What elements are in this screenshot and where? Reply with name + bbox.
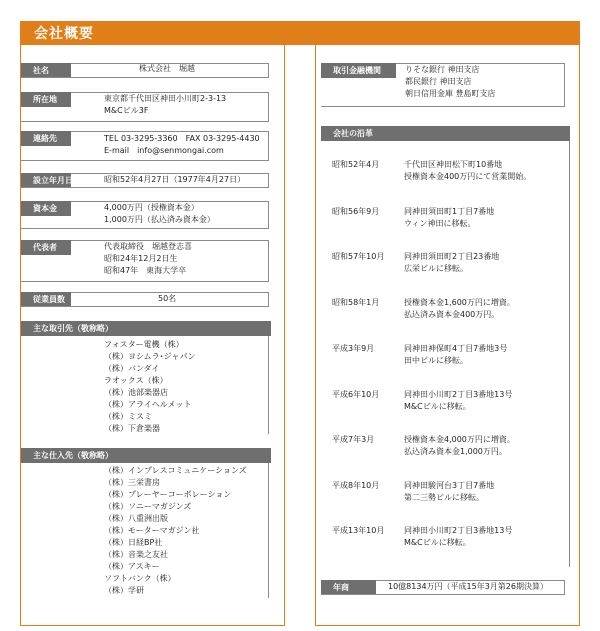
contact-email: E-mail info@senmongai.com bbox=[104, 146, 224, 155]
history-entry bbox=[332, 480, 562, 506]
border-bottom-right bbox=[315, 625, 580, 626]
history-date: 平成8年10月 bbox=[332, 481, 380, 490]
label-history: 会社の沿革 bbox=[321, 126, 570, 141]
contact-value bbox=[104, 133, 260, 157]
border-center-left bbox=[284, 45, 285, 626]
history-event bbox=[404, 480, 494, 504]
list-item: （株）八重洲出版 bbox=[104, 514, 168, 523]
border-center-right bbox=[315, 45, 316, 626]
history-date: 昭和52年4月 bbox=[332, 160, 380, 169]
rule-tick bbox=[268, 463, 269, 598]
label-contact: 連絡先 bbox=[21, 131, 71, 146]
history-date: 昭和57年10月 bbox=[332, 252, 385, 261]
history-line: 同神田小川町2丁目3番地13号 bbox=[404, 390, 513, 399]
address-line: M&Cビル3F bbox=[104, 106, 149, 115]
history-line: 田中ビルに移転。 bbox=[404, 356, 468, 365]
history-line: ウィン神田に移転。 bbox=[404, 219, 476, 228]
history-line: 同神田小川町2丁目3番地13号 bbox=[404, 526, 513, 535]
history-entry bbox=[332, 343, 562, 369]
rule bbox=[321, 594, 565, 595]
rule bbox=[21, 160, 269, 161]
list-item: ソフトバンク（株） bbox=[104, 574, 176, 583]
list-item: （株）三栄書房 bbox=[104, 478, 160, 487]
label-suppliers: 主な仕入先（敬称略） bbox=[21, 448, 271, 463]
history-entry bbox=[332, 297, 562, 323]
bank-item: りそな銀行 神田支店 bbox=[405, 65, 480, 74]
history-date: 平成6年10月 bbox=[332, 390, 380, 399]
history-line: 同神田駿河台3丁目7番地 bbox=[404, 481, 495, 490]
history-date: 平成3年9月 bbox=[332, 344, 375, 353]
contact-phone: TEL 03-3295-3360 FAX 03-3295-4430 bbox=[104, 134, 260, 143]
list-item: （株）プレーヤーコーポレーション bbox=[104, 490, 232, 499]
header-bar bbox=[20, 21, 580, 45]
rule-tick bbox=[268, 63, 269, 78]
history-entry bbox=[332, 434, 562, 460]
rule bbox=[21, 306, 269, 307]
rule-tick bbox=[268, 336, 269, 434]
list-item: （株）下倉楽器 bbox=[104, 424, 160, 433]
history-line: 広栄ビルに移転。 bbox=[404, 264, 468, 273]
list-item: （株）日経BP社 bbox=[104, 538, 163, 547]
rule bbox=[21, 121, 269, 122]
representative-line: 昭和24年12月2日生 bbox=[104, 254, 178, 263]
rule-tick bbox=[268, 131, 269, 161]
border-right bbox=[579, 45, 580, 626]
rule bbox=[21, 187, 269, 188]
history-event bbox=[404, 389, 512, 413]
history-line: 払込済み資本金400万円。 bbox=[404, 310, 500, 319]
history-event bbox=[404, 206, 494, 230]
history-event bbox=[404, 434, 515, 458]
address-line: 東京都千代田区神田小川町2-3-13 bbox=[104, 94, 227, 103]
representative-value bbox=[104, 241, 192, 277]
label-capital: 資本金 bbox=[21, 201, 71, 216]
history-event bbox=[404, 251, 499, 275]
rule-tick bbox=[268, 240, 269, 282]
history-line: 同神田神保町4丁目7番地3号 bbox=[404, 344, 508, 353]
history-date: 昭和58年1月 bbox=[332, 298, 380, 307]
label-employees: 従業員数 bbox=[21, 292, 71, 307]
history-line: 同神田須田町1丁目7番地 bbox=[404, 207, 495, 216]
list-item: ラオックス（株） bbox=[104, 376, 168, 385]
rule bbox=[21, 228, 269, 229]
capital-line: 4,000万円（授権資本金） bbox=[104, 203, 199, 212]
clients-list bbox=[104, 339, 196, 435]
history-date: 平成7年3月 bbox=[332, 435, 375, 444]
history-line: 授権資本金400万円にて営業開始。 bbox=[404, 172, 532, 181]
rule-tick bbox=[268, 201, 269, 229]
history-entry bbox=[332, 159, 562, 185]
history-line: 授権資本金4,000万円に増資。 bbox=[404, 435, 515, 444]
history-event bbox=[404, 343, 507, 367]
rule-tick bbox=[564, 63, 565, 107]
established-value: 昭和52年4月27日（1977年4月27日） bbox=[104, 175, 246, 184]
history-event bbox=[404, 159, 531, 183]
page-title: 会社概要 bbox=[34, 26, 94, 42]
revenue-value: 10億8134万円（平成15年3月第26期決算） bbox=[388, 582, 548, 591]
rule bbox=[321, 106, 565, 107]
list-item: （株）ソニーマガジンズ bbox=[104, 502, 192, 511]
company-name-value: 株式会社 堀越 bbox=[139, 64, 195, 73]
label-clients: 主な取引先（敬称略） bbox=[21, 321, 271, 336]
label-established: 設立年月日 bbox=[21, 173, 71, 188]
representative-line: 代表取締役 堀越登志喜 bbox=[104, 242, 192, 251]
history-event bbox=[404, 525, 512, 549]
history-entry bbox=[332, 251, 562, 277]
list-item: （株）モーターマガジン社 bbox=[104, 526, 200, 535]
label-revenue: 年商 bbox=[321, 580, 376, 595]
banks-list bbox=[405, 64, 496, 100]
label-address: 所在地 bbox=[21, 92, 71, 107]
history-line: M&Cビルに移転。 bbox=[404, 402, 471, 411]
history-line: M&Cビルに移転。 bbox=[404, 538, 471, 547]
history-line: 第二三勢ビルに移転。 bbox=[404, 493, 484, 502]
representative-line: 昭和47年 東海大学卒 bbox=[104, 266, 187, 275]
list-item: （株）アライヘルメット bbox=[104, 400, 192, 409]
label-company-name: 社名 bbox=[21, 63, 71, 78]
rule bbox=[71, 131, 269, 132]
label-banks: 取引金融機関 bbox=[321, 63, 396, 78]
rule-tick bbox=[268, 173, 269, 188]
label-representative: 代表者 bbox=[21, 240, 71, 255]
list-item: （株）音楽之友社 bbox=[104, 550, 168, 559]
border-bottom-left bbox=[20, 625, 285, 626]
address-value bbox=[104, 93, 226, 117]
history-line: 同神田須田町2丁目23番地 bbox=[404, 252, 500, 261]
rule-tick bbox=[564, 580, 565, 595]
rule-tick bbox=[268, 292, 269, 307]
rule-tick bbox=[268, 92, 269, 122]
history-line: 授権資本金1,600万円に増資。 bbox=[404, 298, 515, 307]
rule bbox=[21, 77, 269, 78]
rule bbox=[21, 281, 269, 282]
employees-value: 50名 bbox=[158, 294, 177, 303]
list-item: （株）ヨシムラ･ジャパン bbox=[104, 352, 196, 361]
bank-item: 朝日信用金庫 豊島町支店 bbox=[405, 89, 496, 98]
list-item: （株）アスキー bbox=[104, 562, 160, 571]
history-date: 昭和56年9月 bbox=[332, 207, 380, 216]
bank-item: 都民銀行 神田支店 bbox=[405, 77, 472, 86]
list-item: フォスター電機（株） bbox=[104, 340, 184, 349]
history-entry bbox=[332, 389, 562, 415]
history-entry bbox=[332, 525, 562, 551]
history-line: 千代田区神田松下町10番地 bbox=[404, 160, 503, 169]
list-item: （株）バンダイ bbox=[104, 364, 160, 373]
capital-value bbox=[104, 202, 215, 226]
list-item: （株）インプレスコミュニケーションズ bbox=[104, 466, 247, 475]
history-entry bbox=[332, 206, 562, 232]
suppliers-list bbox=[104, 465, 247, 597]
history-date: 平成13年10月 bbox=[332, 526, 385, 535]
rule-tick bbox=[569, 141, 570, 567]
history-line: 払込済み資本金1,000万円。 bbox=[404, 447, 507, 456]
history-event bbox=[404, 297, 515, 321]
capital-line: 1,000万円（払込済み資本金） bbox=[104, 215, 215, 224]
list-item: （株）池部楽器店 bbox=[104, 388, 168, 397]
list-item: （株）学研 bbox=[104, 586, 144, 595]
list-item: （株）ミスミ bbox=[104, 412, 152, 421]
